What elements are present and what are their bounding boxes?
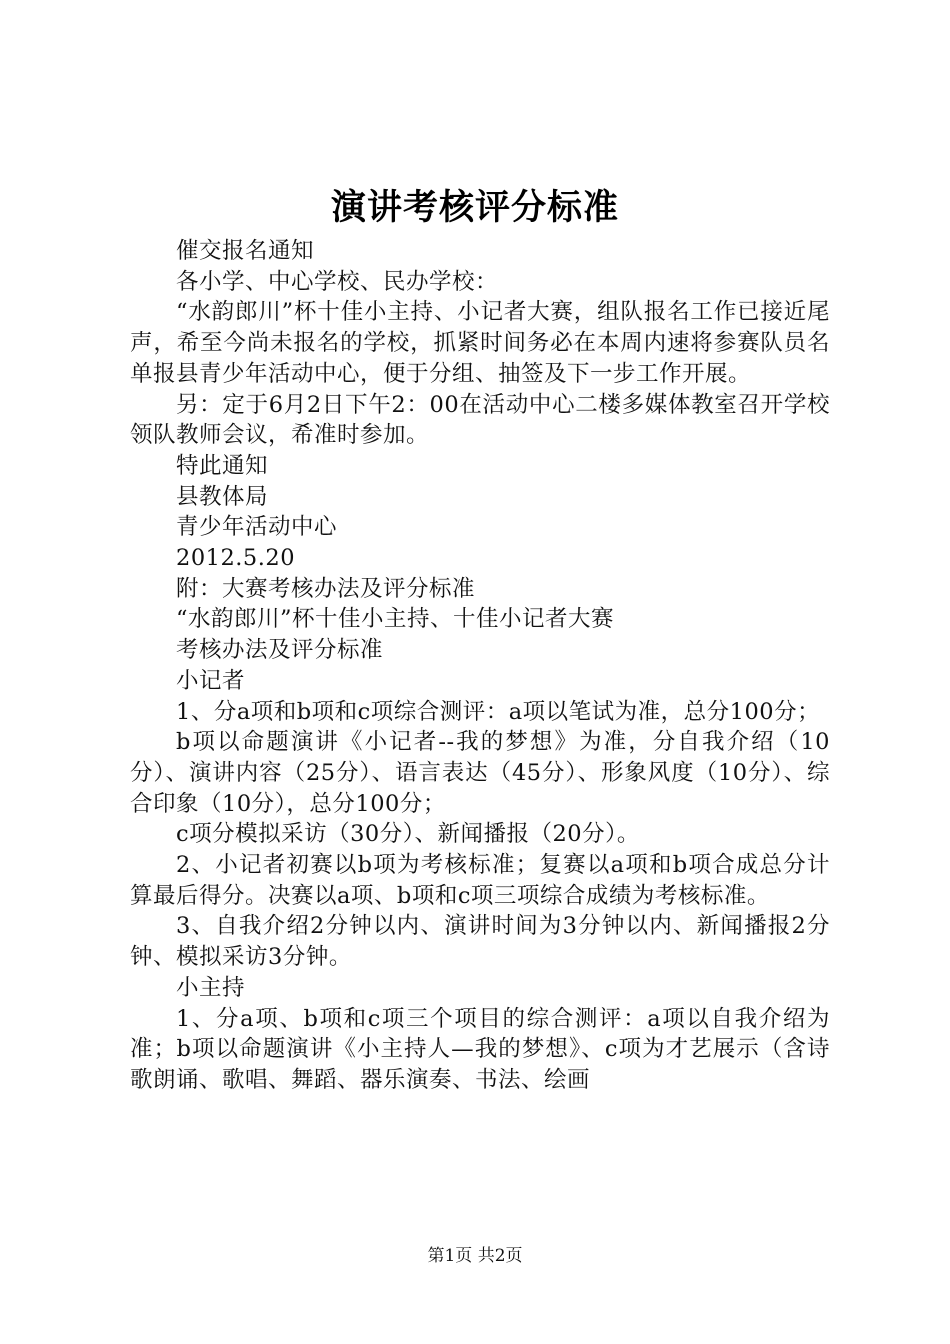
page-number-footer: 第1页 共2页	[427, 1246, 523, 1266]
paragraph: 小记者	[176, 667, 246, 694]
paragraph: “水韵郎川”杯十佳小主持、小记者大赛，组队报名工作已接近尾声，希至今尚未报名的学校，抓紧时间务必在本周内速将参赛队员名单报县青少年活动中心，便于分组、抽签及下一步工作开展。	[130, 299, 830, 387]
paragraph: 特此通知	[176, 452, 269, 479]
paragraph: b项以命题演讲《小记者--我的梦想》为准，分自我介绍（10分）、演讲内容（25分）、语言表达（45分）、形象风度（10分）、综合印象（10分），总分100分；	[130, 729, 830, 817]
paragraph: 3、自我介绍2分钟以内、演讲时间为3分钟以内、新闻播报2分钟、模拟采访3分钟。	[130, 913, 830, 971]
paragraph: “水韵郎川”杯十佳小主持、十佳小记者大赛	[176, 606, 615, 633]
paragraph: 各小学、中心学校、民办学校：	[176, 268, 499, 295]
paragraph: 1、分a项、b项和c项三个项目的综合测评：a项以自我介绍为准；b项以命题演讲《小主持人—我的梦想》、c项为才艺展示（含诗歌朗诵、歌唱、舞蹈、器乐演奏、书法、绘画	[130, 1005, 830, 1093]
paragraph: 小主持	[176, 974, 246, 1001]
paragraph: 1、分a项和b项和c项综合测评：a项以笔试为准，总分100分；	[176, 698, 821, 725]
paragraph: 附：大赛考核办法及评分标准	[176, 575, 476, 602]
document-title: 演讲考核评分标准	[330, 187, 619, 228]
paragraph: 县教体局	[176, 483, 269, 510]
paragraph: 考核办法及评分标准	[176, 637, 384, 664]
paragraph: c项分模拟采访（30分）、新闻播报（20分）。	[176, 821, 640, 848]
paragraph: 另：定于6月2日下午2：00在活动中心二楼多媒体教室召开学校领队教师会议，希准时参加。	[130, 391, 830, 449]
paragraph: 2012.5.20	[176, 545, 296, 572]
document-body	[130, 236, 830, 1096]
paragraph: 催交报名通知	[176, 238, 315, 264]
paragraph: 2、小记者初赛以b项为考核标准；复赛以a项和b项合成总分计算最后得分。决赛以a项、b项和c项三项综合成绩为考核标准。	[130, 852, 830, 909]
paragraph: 青少年活动中心	[176, 514, 338, 541]
